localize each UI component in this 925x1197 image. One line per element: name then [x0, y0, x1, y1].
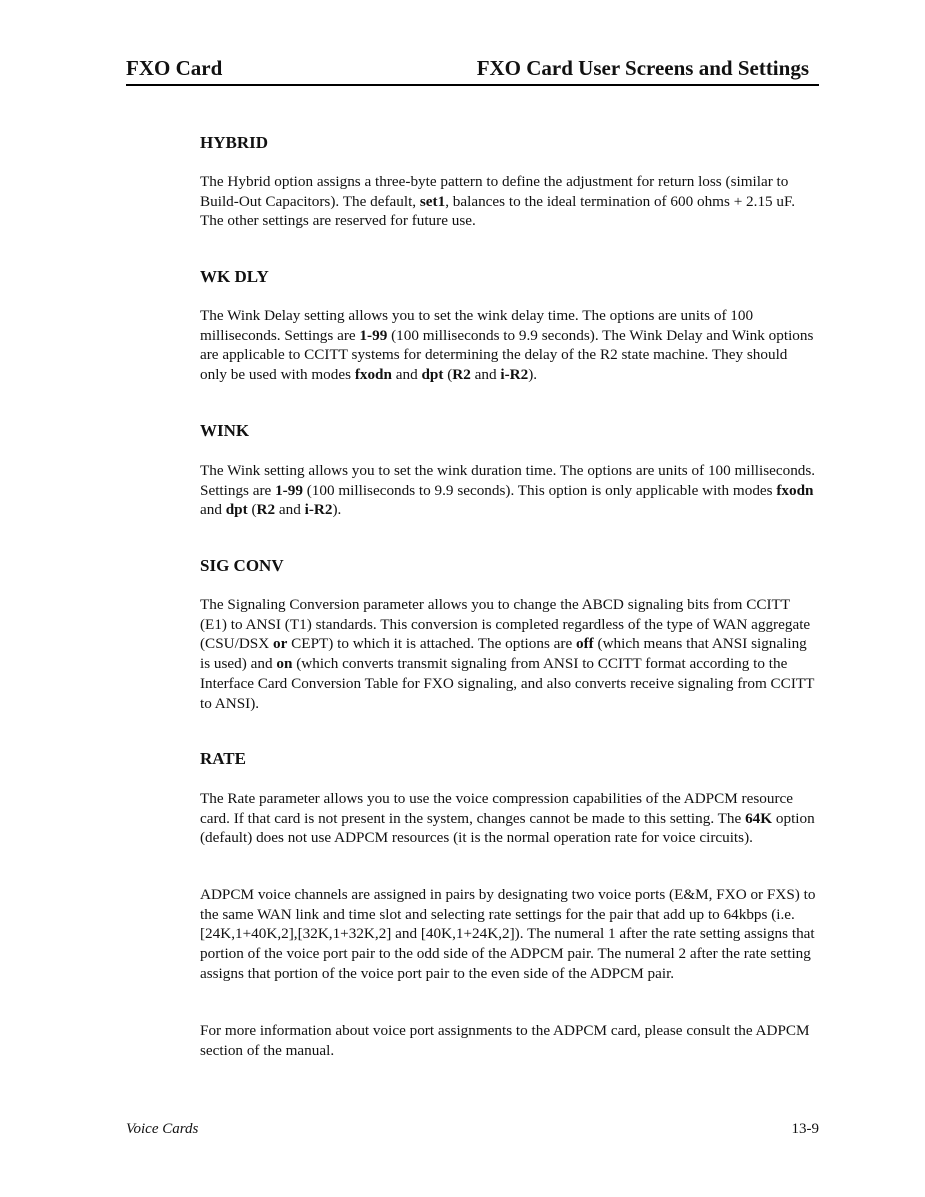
section-title-hybrid: HYBRID [200, 133, 269, 152]
hybrid-paragraph: The Hybrid option assigns a three-byte pattern to define the adjustment for return loss (similar to Build-Out Capacitors). The default, set1, balances to the ideal termination of 600 ohms + 2.15 uF. The other settings are reserved for future use. [200, 173, 796, 230]
sig-conv-paragraph: The Signaling Conversion parameter allows you to change the ABCD signaling bits from CCITT (E1) to ANSI (T1) standards. This conversion is completed regardless of the type of WAN aggregate (CSU/DSX or CEPT) to which it is attached. The options are off (which means that ANSI signaling is used) and on (which converts transmit signaling from ANSI to CCITT format according to the Interface Card Conversion Table for FXO signaling, and also converts receive signaling from CCITT to ANSI). [200, 596, 815, 712]
section-title-wink: WINK [200, 421, 250, 440]
header-right-title: FXO Card User Screens and Settings [476, 56, 809, 80]
section-title-sig-conv: SIG CONV [200, 556, 284, 575]
wk-dly-paragraph: The Wink Delay setting allows you to set the wink delay time. The options are units of 100 milliseconds. Settings are 1-99 (100 milliseconds to 9.9 seconds). The Wink Delay and Wink options are applicable to CCITT systems for determining the delay of the R2 state machine. They should only be used with modes fxodn and dpt (R2 and i-R2). [200, 307, 814, 384]
section-title-wk-dly: WK DLY [200, 267, 269, 286]
rate-paragraph-3: For more information about voice port assignments to the ADPCM card, please consult the ADPCM section of the manual. [200, 1022, 810, 1059]
section-title-rate: RATE [200, 749, 246, 768]
page-number: 13-9 [791, 1121, 819, 1137]
rate-paragraph-1: The Rate parameter allows you to use the voice compression capabilities of the ADPCM resource card. If that card is not present in the system, changes cannot be made to this setting. The 64K option (default) does not use ADPCM resources (it is the normal operation rate for voice circuits). [200, 790, 815, 847]
footer-left: Voice Cards [126, 1121, 199, 1137]
wink-paragraph: The Wink setting allows you to set the wink duration time. The options are units of 100 milliseconds. Settings are 1-99 (100 milliseconds to 9.9 seconds). This option is only applicable with modes fxodn and dpt (R2 and i-R2). [200, 462, 816, 519]
rate-paragraph-2: ADPCM voice channels are assigned in pairs by designating two voice ports (E&M, FXO or FXS) to the same WAN link and time slot and selecting rate settings for the pair that add up to 64kbps (i.e. [24K,1+40K,2],[32K,1+32K,2] and [40K,1+24K,2]). The numeral 1 after the rate setting assigns that portion of the voice port pair to the odd side of the ADPCM pair. The numeral 2 after the rate setting assigns that portion of the voice port pair to the even side of the ADPCM pair. [200, 886, 816, 982]
header-left-title: FXO Card [126, 56, 223, 80]
header-rule [126, 84, 819, 86]
